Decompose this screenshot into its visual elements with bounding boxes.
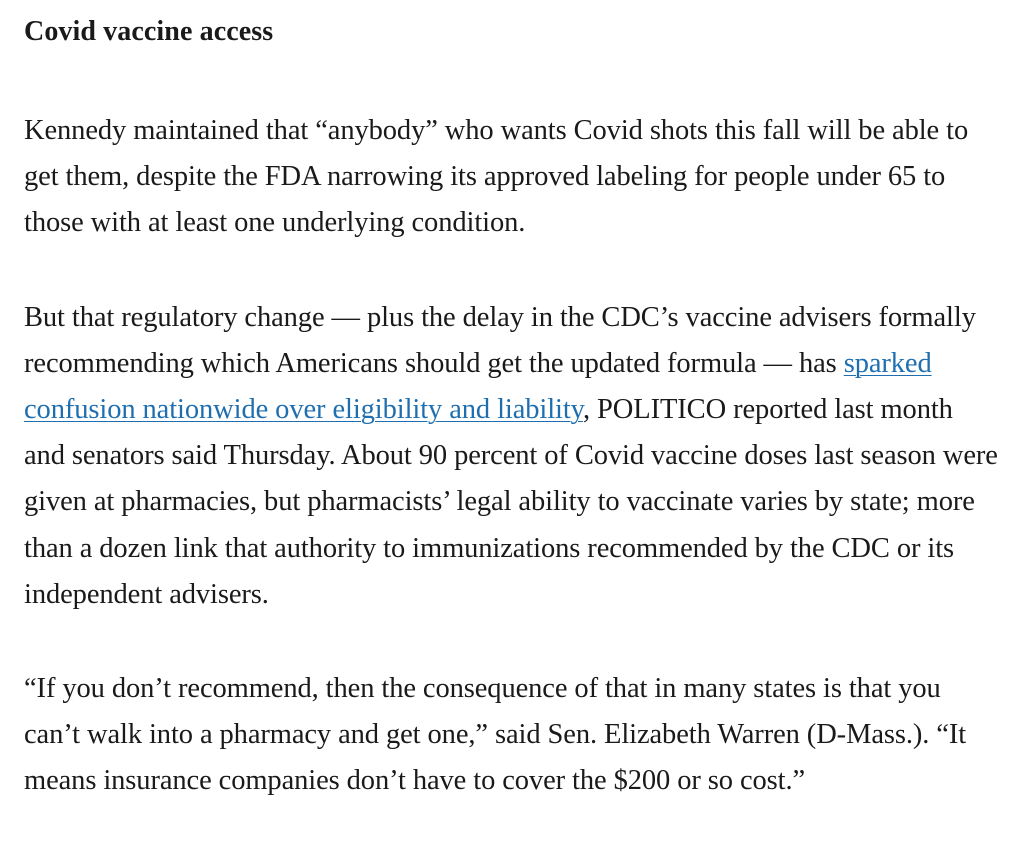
paragraph-warren-quote: “If you don’t recommend, then the consequence of that in many states is that you can’t walk into a pharmacy and get one,” said Sen. Elizabeth Warren (D-Mass.). “It means insurance companies don’t have to cover the $200 or so cost.”	[24, 673, 967, 797]
paragraph-regulatory-change	[24, 295, 998, 618]
paragraph-text-after-link: , POLITICO reported last month and senators said Thursday. About 90 percent of Covid vaccine doses last season were given at pharmacies, but pharmacists’ legal ability to vaccinate varies by state; more than a dozen link that authority to immunizations recommended by the CDC or its independent advisers.	[24, 394, 998, 610]
confusion-article-link[interactable]: sparked confusion nationwide over eligibility and liability	[24, 347, 932, 426]
paragraph-kennedy: Kennedy maintained that “anybody” who wants Covid shots this fall will be able to get them, despite the FDA narrowing its approved labeling for people under 65 to those with at least one underlying condition.	[24, 115, 969, 239]
section-heading: Covid vaccine access	[24, 16, 274, 47]
paragraph-text-before-link: But that regulatory change — plus the delay in the CDC’s vaccine advisers formally recommending which Americans should get the updated formula — has	[24, 301, 976, 379]
